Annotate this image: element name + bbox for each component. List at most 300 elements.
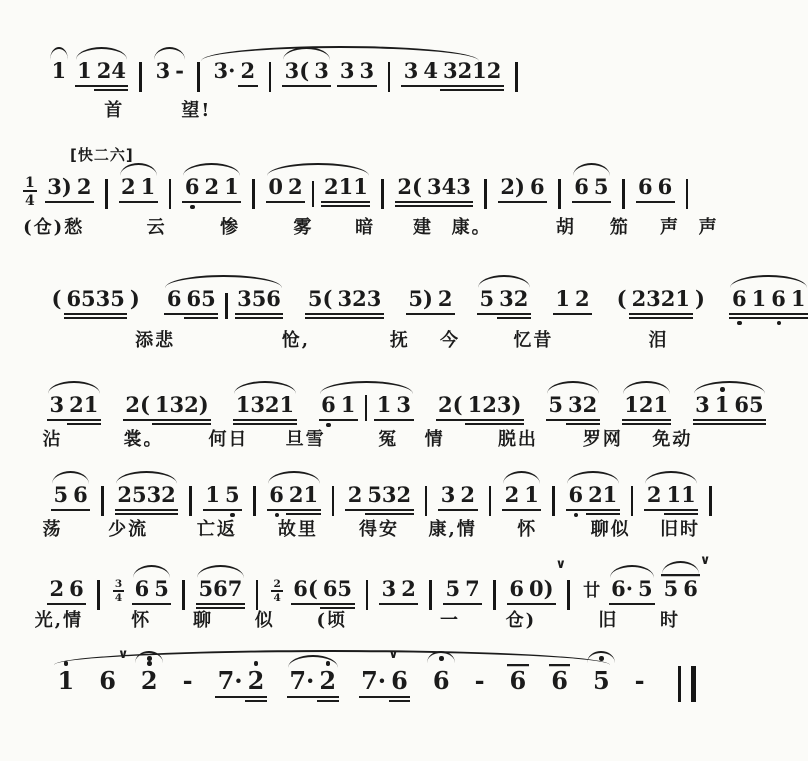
lyric-syllable: 时	[660, 610, 681, 631]
lyric-syllable: 光,情	[34, 610, 84, 631]
note-token: 1	[203, 484, 223, 511]
fermata-dot	[147, 656, 152, 661]
note-token: 32	[566, 394, 600, 425]
barline	[493, 580, 496, 610]
octave-dot-low	[190, 205, 195, 210]
note-token: 7·	[215, 668, 245, 698]
note-token: 1321	[233, 394, 296, 425]
barline	[169, 179, 172, 209]
notes-row	[46, 270, 806, 319]
note-token: 5	[591, 176, 611, 203]
note-token: 121	[622, 394, 671, 425]
barline	[631, 486, 634, 516]
lyric-syllable: 首	[104, 100, 125, 121]
note-token: 343	[424, 176, 473, 207]
barline	[686, 179, 689, 209]
lyric-syllable: 旧	[598, 610, 619, 631]
note-token: 65	[184, 288, 218, 319]
note-group	[472, 668, 487, 693]
barline	[567, 580, 570, 610]
note-group	[614, 288, 707, 319]
slurred-note-group	[51, 484, 90, 511]
note-token: 5)	[406, 288, 436, 315]
note-token: 2(	[436, 394, 466, 421]
note-token: 5(	[305, 288, 335, 319]
slurred-note-group	[477, 288, 531, 319]
note-token: 5	[477, 288, 497, 315]
note-token: 6	[636, 176, 656, 203]
lyric-syllable: 何日	[208, 429, 249, 450]
breath-mark-icon: ∨	[699, 553, 711, 568]
note-token: 6	[164, 288, 184, 315]
note-token: 5	[51, 484, 71, 511]
note-group	[337, 60, 376, 87]
note-group	[395, 176, 473, 207]
note-token: 2	[502, 484, 522, 511]
slurred-note-group	[644, 484, 698, 515]
note-token: 2	[138, 668, 160, 693]
lyric-syllable: 忆昔	[513, 330, 554, 351]
note-token: 2	[238, 60, 258, 87]
octave-dot-high	[720, 387, 725, 392]
note-token: 5	[152, 578, 172, 605]
slurred-note-group	[182, 176, 241, 203]
note-token: 3	[357, 60, 377, 87]
lyric-syllable: 康。	[451, 217, 492, 238]
slurred-note-group	[319, 394, 414, 421]
slurred-note-group	[196, 578, 245, 609]
note-group	[359, 647, 411, 702]
note-token: 6	[729, 288, 749, 319]
note-token: 6	[319, 394, 339, 421]
note-group	[507, 664, 529, 693]
note-token: 1	[788, 288, 808, 319]
slurred-note-group	[132, 578, 171, 605]
time-signature	[271, 579, 282, 604]
barline	[332, 486, 335, 516]
barline	[139, 62, 142, 92]
note-token: 4	[421, 60, 441, 87]
lyric-syllable: 冤	[378, 429, 399, 450]
lyric-syllable: 暗	[355, 217, 376, 238]
note-token: 1	[138, 176, 158, 203]
lyric-syllable: 仓)	[505, 610, 537, 631]
note-group	[581, 583, 603, 601]
note-token: -	[634, 666, 645, 695]
barline	[312, 181, 314, 207]
note-token: 5	[546, 394, 566, 421]
note-group	[443, 578, 482, 605]
slurred-note-group	[75, 60, 129, 91]
note-token: 32	[497, 288, 531, 319]
note-group	[632, 668, 647, 693]
note-token: -	[474, 666, 485, 695]
note-token: 0) ∨	[526, 578, 556, 605]
note-token: 3	[693, 394, 713, 425]
note-token: 2	[573, 288, 593, 315]
note-group	[406, 288, 455, 315]
slurred-note-group	[47, 394, 101, 425]
slurred-note-group	[572, 176, 611, 203]
note-token: 6	[67, 578, 87, 605]
final-barline	[678, 666, 696, 702]
lyric-syllable: 笳	[609, 217, 630, 238]
fermata-dot	[439, 656, 444, 661]
slurred-note-group	[153, 60, 186, 82]
note-token: 1	[712, 394, 732, 425]
note-group	[47, 578, 86, 605]
note-token: 2	[47, 578, 67, 605]
lyric-syllable: 惨	[220, 217, 241, 238]
lyric-syllable: 罗网	[582, 429, 623, 450]
note-token: 6	[769, 288, 789, 319]
slurred-note-group	[502, 484, 541, 511]
note-token: 3	[379, 578, 399, 605]
slurred-note-group	[282, 60, 331, 87]
note-token: 6	[549, 664, 571, 693]
note-token: 1	[51, 58, 67, 83]
lyric-syllable: 脱出	[497, 429, 538, 450]
barline	[97, 580, 100, 610]
note-token: )	[129, 286, 140, 311]
octave-dot-high	[64, 661, 69, 666]
note-token: 65	[732, 394, 766, 425]
note-token: 1	[75, 60, 95, 87]
octave-dot-low	[737, 321, 742, 326]
note-token: 6·	[609, 578, 636, 605]
note-token: -	[182, 666, 193, 695]
note-token: 7	[463, 578, 483, 605]
note-group	[203, 484, 242, 511]
note-token: 6	[507, 578, 527, 605]
slurred-note-group	[119, 176, 158, 203]
lyric-syllable: 怀	[517, 519, 538, 540]
note-token: 6	[507, 664, 529, 693]
note-group	[553, 288, 592, 315]
barline	[252, 179, 255, 209]
note-token: 2	[458, 484, 478, 511]
note-token: (	[616, 286, 627, 311]
slurred-note-group	[729, 288, 808, 319]
lyric-syllable: 添悲	[135, 330, 176, 351]
score-line	[0, 146, 772, 258]
fermata-dot	[599, 656, 604, 661]
note-group	[636, 176, 675, 203]
note-token: 2	[644, 484, 664, 511]
barline	[101, 486, 104, 516]
lyric-syllable: 亡返	[196, 519, 237, 540]
barline	[182, 580, 185, 610]
note-group	[498, 176, 547, 203]
lyric-syllable: 沾	[42, 429, 63, 450]
note-token: 2	[74, 176, 94, 203]
note-group	[305, 288, 383, 319]
note-token: 6535	[64, 288, 127, 319]
time-signature-numerator: 1	[25, 175, 35, 191]
note-group	[215, 668, 267, 702]
lyric-syllable: 得安	[358, 519, 399, 540]
note-token: 2	[202, 176, 222, 203]
time-signature-denominator: 4	[113, 590, 124, 604]
note-token: 3·	[213, 58, 236, 83]
barline	[489, 486, 492, 516]
barline	[552, 486, 555, 516]
breath-mark-icon: ∨	[388, 647, 399, 662]
slurred-note-group	[622, 394, 671, 425]
octave-dot-low	[574, 513, 579, 518]
slurred-note-group	[233, 394, 296, 425]
note-group	[507, 557, 567, 605]
barline	[622, 179, 625, 209]
lyric-syllable: 聊似	[590, 519, 631, 540]
note-group	[345, 484, 413, 515]
note-token: 3)	[45, 176, 75, 203]
lyric-syllable: 今	[440, 330, 461, 351]
note-group	[549, 664, 571, 693]
note-token: 2	[345, 484, 365, 511]
lyric-syllable: 免动	[652, 429, 693, 450]
note-token: 6	[71, 484, 91, 511]
lyric-syllable: 声	[660, 217, 681, 238]
barline	[105, 179, 108, 209]
barline	[709, 486, 712, 516]
note-token: 3(	[282, 60, 312, 87]
score-line	[0, 42, 772, 142]
note-token: 3	[155, 58, 171, 83]
note-group	[180, 668, 195, 693]
barline	[484, 179, 487, 209]
slurred-note-group	[546, 394, 600, 425]
lyric-syllable: 康,情	[428, 519, 477, 540]
breath-mark-icon: ∨	[117, 647, 129, 662]
note-token: 1	[222, 176, 242, 203]
barline	[381, 179, 384, 209]
note-token: 3	[47, 394, 67, 421]
note-token: 2)	[498, 176, 528, 203]
note-token: 356	[235, 288, 284, 319]
note-token: 123)	[465, 394, 524, 425]
time-signature	[23, 176, 37, 208]
barline	[269, 62, 272, 92]
breath-mark-icon: ∨	[555, 557, 567, 572]
lyric-syllable: 声	[698, 217, 719, 238]
barline	[366, 580, 369, 610]
note-token: 2	[399, 578, 419, 605]
note-token: 2(	[395, 176, 425, 207]
octave-dot-high	[326, 661, 331, 666]
note-token: 0	[266, 176, 286, 203]
note-group	[291, 578, 355, 609]
note-token: 11	[664, 484, 698, 515]
note-token: 2	[119, 176, 139, 203]
note-token: 7·	[287, 668, 317, 698]
barline	[429, 580, 432, 610]
note-token: 21	[586, 484, 620, 515]
note-token: 1	[55, 668, 77, 693]
note-token: 1	[338, 394, 358, 421]
note-group	[49, 288, 142, 319]
note-token: 6	[430, 668, 452, 693]
note-token: 211	[321, 176, 370, 207]
note-token: 6	[566, 484, 586, 511]
lyric-syllable: 建	[413, 217, 434, 238]
lyric-syllable: 聊	[193, 610, 213, 631]
note-token: 1	[749, 288, 769, 319]
note-token: 3	[401, 60, 421, 87]
slurred-note-group	[49, 60, 69, 82]
note-token: 2	[317, 668, 339, 702]
note-token: 132)	[152, 394, 211, 425]
note-token: 1	[374, 394, 394, 421]
note-token: 532	[365, 484, 414, 515]
note-token: -	[175, 58, 184, 83]
barline	[225, 293, 227, 319]
note-token: 6 ∨	[99, 647, 129, 695]
lyric-syllable: 望!	[181, 100, 212, 121]
score-line	[0, 553, 772, 656]
note-token: 3	[438, 484, 458, 511]
note-token: 5	[636, 578, 656, 605]
octave-dot-low	[326, 423, 331, 428]
fermata-icon	[587, 651, 615, 663]
note-token: 2	[285, 176, 305, 203]
barline	[365, 395, 367, 421]
notes-row	[44, 553, 772, 609]
time-signature	[113, 579, 124, 604]
lyric-syllable: 荡	[42, 519, 63, 540]
octave-dot-low	[777, 321, 782, 326]
lyric-syllable: 似	[254, 610, 275, 631]
slurred-note-group	[164, 288, 283, 319]
time-signature-numerator: 2	[273, 578, 281, 591]
barline	[515, 62, 518, 92]
note-token: 65	[320, 578, 354, 609]
note-token: 2321	[629, 288, 692, 319]
note-token: 3	[312, 60, 332, 87]
note-group	[438, 484, 477, 511]
lyric-syllable: 旦雪	[285, 429, 326, 450]
note-token: 7· ∨	[359, 668, 389, 698]
note-group	[123, 394, 211, 425]
lyric-syllable: 少流	[108, 519, 149, 540]
note-group	[401, 60, 504, 91]
note-token: 廿	[583, 581, 601, 601]
lyric-syllable: 抚	[389, 330, 410, 351]
note-token: 323	[335, 288, 384, 319]
note-group	[379, 578, 418, 605]
note-token: 6	[572, 176, 592, 203]
notes-row	[44, 376, 772, 425]
barline	[189, 486, 192, 516]
slurred-note-group	[693, 394, 766, 425]
slurred-note-group	[267, 484, 321, 515]
note-token: 567	[196, 578, 245, 609]
note-token: 5	[443, 578, 463, 605]
lyric-syllable: 故里	[277, 519, 318, 540]
notes-row	[18, 158, 772, 208]
note-token: 6	[132, 578, 152, 605]
note-group	[138, 668, 160, 693]
note-token: 6	[267, 484, 287, 511]
tempo-mark: [快二六]	[70, 146, 134, 164]
note-token: 5	[223, 484, 243, 511]
note-group	[436, 394, 524, 425]
note-token: 5	[590, 668, 612, 693]
note-token: 6(	[291, 578, 321, 605]
note-token: 24	[94, 60, 128, 91]
barline	[388, 62, 391, 92]
notes-row	[48, 466, 772, 515]
note-token: )	[695, 286, 705, 311]
slurred-note-group	[609, 578, 656, 605]
note-token: 6	[182, 176, 202, 203]
barline	[558, 179, 561, 209]
note-token: 2(	[123, 394, 153, 421]
lyric-syllable: 雾	[293, 217, 314, 238]
note-token: 6	[527, 176, 547, 203]
lyric-syllable: 怆,	[281, 330, 311, 351]
note-group	[97, 647, 129, 695]
score-line	[0, 646, 772, 746]
lyric-syllable: 旧时	[660, 519, 701, 540]
note-group	[590, 668, 612, 693]
note-group	[430, 668, 452, 693]
lyric-syllable: 泪	[648, 330, 669, 351]
slurred-note-group	[566, 484, 620, 515]
score-line	[0, 376, 772, 476]
lyric-syllable: 情	[424, 429, 445, 450]
note-group	[55, 668, 77, 693]
note-token: 3	[337, 60, 357, 87]
time-signature-numerator: 3	[114, 578, 123, 591]
note-token: 6	[389, 668, 411, 702]
lyric-syllable: (顷	[316, 610, 348, 631]
note-token: 1	[522, 484, 542, 511]
slurred-note-group	[661, 553, 711, 601]
barline	[197, 62, 200, 92]
time-signature-denominator: 4	[23, 190, 37, 208]
lyric-syllable: 云	[146, 217, 167, 238]
note-group	[45, 176, 94, 203]
note-token: 2	[245, 668, 267, 702]
lyric-syllable: 一	[440, 610, 461, 631]
note-token: 3	[394, 394, 414, 421]
note-token: 21	[67, 394, 101, 425]
score-line	[0, 466, 772, 566]
time-signature-denominator: 4	[271, 590, 282, 604]
note-token: 6	[655, 176, 675, 203]
score-line	[0, 270, 806, 370]
note-group	[211, 60, 258, 87]
note-token: 1	[553, 288, 573, 315]
note-token: 5	[661, 574, 681, 600]
note-token: 3212	[440, 60, 503, 91]
note-token: 2	[435, 288, 455, 315]
note-token: 21	[286, 484, 320, 515]
lyric-syllable: (仓)愁	[23, 217, 85, 238]
lyric-syllable: 裳。	[123, 429, 164, 450]
note-token: 2532	[115, 484, 178, 515]
octave-dot-high	[254, 661, 259, 666]
lyric-syllable: 怀	[131, 610, 152, 631]
note-token: 6 ∨	[681, 574, 701, 600]
slurred-note-group	[287, 668, 339, 702]
slurred-note-group	[266, 176, 370, 207]
slurred-note-group	[115, 484, 178, 515]
note-token: (	[51, 286, 62, 311]
barline	[425, 486, 428, 516]
barline	[253, 486, 256, 516]
